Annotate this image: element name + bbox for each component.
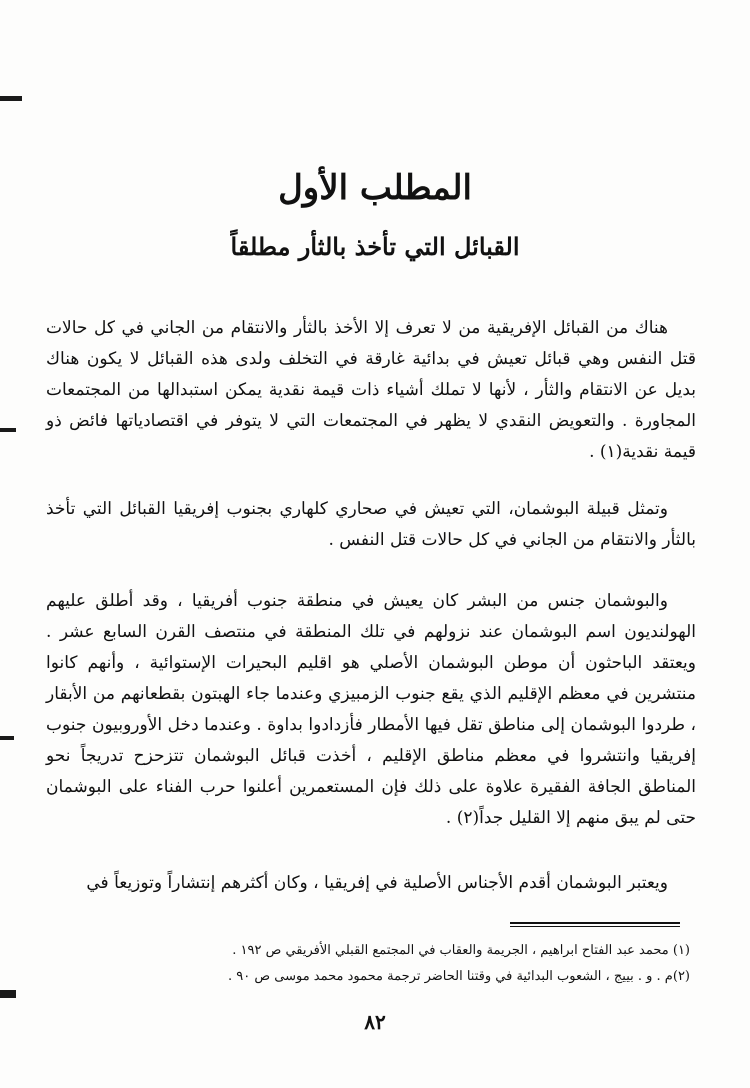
section-title: المطلب الأول [278, 168, 472, 208]
paragraph-text: ويعتبر البوشمان أقدم الأجناس الأصلية في إفريقيا ، وكان أكثرهم إنتشاراً وتوزيعاً في [86, 873, 668, 893]
scan-edge-mark [0, 990, 16, 998]
footnote-divider [510, 922, 680, 924]
paragraph-text: وتمثل قبيلة البوشمان، التي تعيش في صحاري كلهاري بجنوب إفريقيا القبائل التي تأخذ بالثأر والانتقام من الجاني في كل حالات قتل النفس . [46, 499, 696, 550]
scan-edge-mark [0, 736, 14, 740]
footnote-1: (١) محمد عبد الفتاح ابراهيم ، الجريمة والعقاب في المجتمع القبلي الأفريقي ص ١٩٢ . [232, 943, 690, 958]
page-number: ٨٢ [364, 1010, 386, 1034]
paragraph-4 [46, 868, 696, 899]
scan-edge-mark [0, 428, 16, 432]
paragraph-1 [46, 313, 696, 468]
section-subtitle: القبائل التي تأخذ بالثأر مطلقاً [230, 232, 520, 261]
footnotes [60, 938, 690, 990]
paragraph-text: هناك من القبائل الإفريقية من لا تعرف إلا الأخذ بالثأر والانتقام من الجاني في كل حالات قتل النفس وهي قبائل تعيش في بدائية غارقة في التخلف ولدى هذه القبائل لا يكون هناك بديل عن الانتقام والثأر ، لأنها لا تملك أشياء ذات قيمة نقدية يمكن استبدالها من المجتمعات المجاورة . والتعويض النقدي لا يظهر في المجتمعات التي لا يتوفر في اقتصادياتها فائض ذو قيمة نقدية(١) . [46, 318, 696, 462]
scan-edge-mark [0, 96, 22, 101]
paragraph-2 [46, 494, 696, 556]
footnote-divider [510, 926, 680, 927]
paragraph-3 [46, 586, 696, 834]
footnote-2: (٢)م . و . بييج ، الشعوب البدائية في وقتنا الحاضر ترجمة محمود محمد موسى ص ٩٠ . [228, 969, 690, 984]
paragraph-text: والبوشمان جنس من البشر كان يعيش في منطقة جنوب أفريقيا ، وقد أطلق عليهم الهولنديون اسم البوشمان عند نزولهم في تلك المنطقة في منتصف القرن السابع عشر . ويعتقد الباحثون أن موطن البوشمان الأصلي هو اقليم البحيرات الإستوائية ، وأنهم كانوا منتشرين في معظم الإقليم الذي يقع جنوب الزمبيزي وعندما جاء الهبتون بقطعانهم من الأبقار ، طردوا البوشمان إلى مناطق تقل فيها الأمطار فأزدادوا بداوة . وعندما دخل الأوروبيون جنوب إفريقيا وانتشروا في معظم مناطق الإقليم ، أخذت قبائل البوشمان تتزحزح تدريجاً نحو المناطق الجافة الفقيرة علاوة على ذلك فإن المستعمرين أعلنوا حرب الفناء على البوشمان حتى لم يبق منهم إلا القليل جداً(٢) . [46, 591, 696, 828]
